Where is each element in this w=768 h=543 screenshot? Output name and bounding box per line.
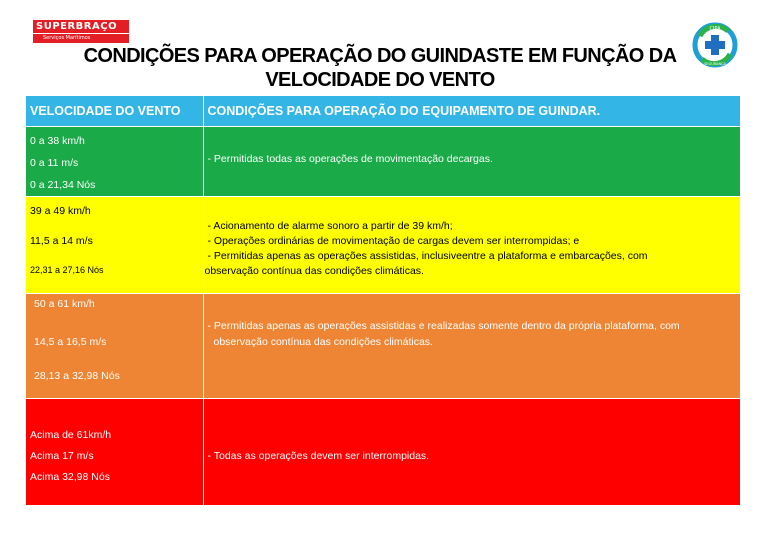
conditions-cell xyxy=(203,197,740,294)
condition-line: - Permitidas todas as operações de movimentação decargas. xyxy=(207,153,493,165)
speed-kmh: 0 a 38 km/h xyxy=(30,135,85,147)
table-header-row xyxy=(26,96,740,127)
speed-ms: Acima 17 m/s xyxy=(30,450,94,462)
speed-knots: 0 a 21,34 Nós xyxy=(30,179,96,191)
logo-tagline: Serviços Marítimos xyxy=(33,33,129,43)
speed-knots: Acima 32,98 Nós xyxy=(30,471,110,483)
speed-cell xyxy=(26,294,203,399)
condition-line: - Permitidas apenas as operações assistidas e realizadas somente dentro da própria plataforma, com xyxy=(207,320,680,332)
logo-right-bottom: SEGURANÇA xyxy=(704,62,726,66)
speed-kmh: 50 a 61 km/h xyxy=(34,298,95,310)
title-line-1: CONDIÇÕES PARA OPERAÇÃO DO GUINDASTE EM FUNÇÃO DA xyxy=(83,45,677,67)
header-wind-speed: VELOCIDADE DO VENTO xyxy=(26,96,203,127)
conditions-cell xyxy=(203,127,740,197)
conditions-cell xyxy=(203,399,740,506)
table-row xyxy=(26,127,740,197)
condition-line: observação contínua das condições climáticas. xyxy=(204,265,424,277)
speed-ms: 14,5 a 16,5 m/s xyxy=(34,336,107,348)
wind-conditions-table xyxy=(26,96,740,505)
condition-line: - Todas as operações devem ser interrompidas. xyxy=(207,450,430,462)
table-row xyxy=(26,294,740,399)
condition-line: observação contínua das condições climáticas. xyxy=(213,336,433,348)
title-line-2: VELOCIDADE DO VENTO xyxy=(265,69,495,91)
conditions-cell xyxy=(203,294,740,399)
condition-line: - Permitidas apenas as operações assistidas, inclusiveentre a plataforma e embarcações, com xyxy=(207,250,648,262)
condition-line: - Operações ordinárias de movimentação de cargas devem ser interrompidas; e xyxy=(207,235,580,247)
table-row xyxy=(26,399,740,506)
header-conditions: CONDIÇÕES PARA OPERAÇÃO DO EQUIPAMENTO DE GUINDAR. xyxy=(203,96,740,127)
speed-kmh: 39 a 49 km/h xyxy=(30,205,91,217)
table-row xyxy=(26,197,740,294)
speed-cell xyxy=(26,197,203,294)
speed-ms: 11,5 a 14 m/s xyxy=(30,235,93,247)
speed-kmh: Acima de 61km/h xyxy=(30,429,112,441)
speed-cell xyxy=(26,399,203,506)
superbraco-logo xyxy=(33,20,129,42)
speed-knots: 22,31 a 27,16 Nós xyxy=(30,265,104,275)
logo-brand: SUPERBRAÇO xyxy=(33,20,129,33)
speed-ms: 0 a 11 m/s xyxy=(30,157,79,169)
page-title xyxy=(60,44,700,92)
logo-right-top: CIPA xyxy=(709,26,721,32)
speed-cell xyxy=(26,127,203,197)
speed-knots: 28,13 a 32,98 Nós xyxy=(34,370,120,382)
condition-line: - Acionamento de alarme sonoro a partir de 39 km/h; xyxy=(207,220,453,232)
